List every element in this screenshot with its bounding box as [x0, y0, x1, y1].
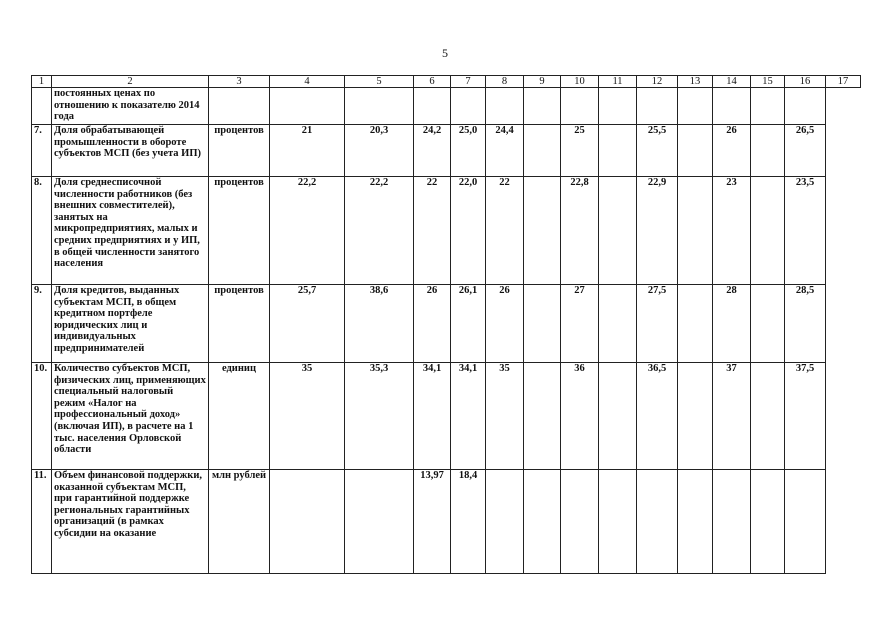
value-cell: 13,97 [414, 470, 451, 574]
column-number: 17 [826, 76, 861, 88]
value-cell [599, 88, 637, 125]
table-row [32, 88, 861, 125]
value-cell: 21 [270, 125, 345, 177]
value-cell: 37,5 [785, 363, 826, 470]
value-cell [270, 470, 345, 574]
unit-cell: процентов [209, 125, 270, 177]
column-number: 6 [414, 76, 451, 88]
row-number [32, 88, 52, 125]
page-number: 5 [442, 46, 448, 60]
value-cell [678, 177, 713, 285]
value-cell [751, 470, 785, 574]
indicator-name: Объем финансовой поддержки, оказанной субъектам МСП, при гарантийной поддержке региональных гарантийных организаций (в рамках субсидии на оказание [52, 470, 209, 574]
value-cell [599, 363, 637, 470]
value-cell: 26 [414, 285, 451, 363]
value-cell: 24,2 [414, 125, 451, 177]
value-cell [561, 470, 599, 574]
value-cell: 22,0 [451, 177, 486, 285]
value-cell [678, 363, 713, 470]
column-number: 1 [32, 76, 52, 88]
value-cell [270, 88, 345, 125]
value-cell: 24,4 [486, 125, 524, 177]
column-number: 4 [270, 76, 345, 88]
table-row [32, 177, 861, 285]
column-number: 9 [524, 76, 561, 88]
value-cell: 23 [713, 177, 751, 285]
value-cell: 25 [561, 125, 599, 177]
value-cell [678, 285, 713, 363]
value-cell [751, 363, 785, 470]
unit-cell [209, 88, 270, 125]
value-cell [785, 470, 826, 574]
column-number: 12 [637, 76, 678, 88]
table-row [32, 470, 861, 574]
value-cell: 28,5 [785, 285, 826, 363]
value-cell [599, 125, 637, 177]
value-cell [599, 177, 637, 285]
column-number: 10 [561, 76, 599, 88]
row-number: 8. [32, 177, 52, 285]
unit-cell: процентов [209, 177, 270, 285]
row-number: 10. [32, 363, 52, 470]
value-cell [345, 470, 414, 574]
value-cell: 25,5 [637, 125, 678, 177]
row-number: 7. [32, 125, 52, 177]
value-cell [524, 363, 561, 470]
row-number: 11. [32, 470, 52, 574]
indicator-name: Доля среднесписочной численности работников (без внешних совместителей), занятых на микропредприятиях, малых и средних предприятиях и у ИП, в общей численности занятого населения [52, 177, 209, 285]
value-cell [713, 470, 751, 574]
value-cell: 20,3 [345, 125, 414, 177]
column-number: 7 [451, 76, 486, 88]
value-cell [751, 125, 785, 177]
value-cell [524, 88, 561, 125]
indicator-name: Доля кредитов, выданных субъектам МСП, в общем кредитном портфеле юридических лиц и индивидуальных предпринимателей [52, 285, 209, 363]
value-cell [524, 285, 561, 363]
value-cell [637, 470, 678, 574]
column-number: 8 [486, 76, 524, 88]
row-number: 9. [32, 285, 52, 363]
value-cell [713, 88, 751, 125]
value-cell: 27,5 [637, 285, 678, 363]
unit-cell: млн рублей [209, 470, 270, 574]
value-cell [486, 88, 524, 125]
column-number-row [32, 76, 861, 88]
value-cell: 36,5 [637, 363, 678, 470]
value-cell [486, 470, 524, 574]
table-row [32, 363, 861, 470]
value-cell [637, 88, 678, 125]
value-cell: 22,9 [637, 177, 678, 285]
value-cell [599, 470, 637, 574]
table-row [32, 125, 861, 177]
column-number: 13 [678, 76, 713, 88]
value-cell: 22 [486, 177, 524, 285]
value-cell [524, 177, 561, 285]
value-cell: 23,5 [785, 177, 826, 285]
indicator-name: Доля обрабатывающей промышленности в обороте субъектов МСП (без учета ИП) [52, 125, 209, 177]
value-cell: 25,7 [270, 285, 345, 363]
value-cell [561, 88, 599, 125]
value-cell [751, 177, 785, 285]
value-cell: 22 [414, 177, 451, 285]
value-cell [345, 88, 414, 125]
value-cell: 28 [713, 285, 751, 363]
column-number: 2 [52, 76, 209, 88]
value-cell: 22,8 [561, 177, 599, 285]
unit-cell: единиц [209, 363, 270, 470]
value-cell: 22,2 [270, 177, 345, 285]
value-cell: 37 [713, 363, 751, 470]
value-cell [524, 470, 561, 574]
unit-cell: процентов [209, 285, 270, 363]
value-cell [678, 125, 713, 177]
value-cell: 25,0 [451, 125, 486, 177]
value-cell: 34,1 [451, 363, 486, 470]
indicator-name: Количество субъектов МСП, физических лиц, применяющих специальный налоговый режим «Налог на профессиональный доход» (включая ИП), в расчете на 1 тыс. населения Орловской области [52, 363, 209, 470]
indicator-name: постоянных ценах по отношению к показателю 2014 года [52, 88, 209, 125]
value-cell: 36 [561, 363, 599, 470]
value-cell: 35,3 [345, 363, 414, 470]
value-cell [599, 285, 637, 363]
value-cell [451, 88, 486, 125]
value-cell: 35 [486, 363, 524, 470]
value-cell: 38,6 [345, 285, 414, 363]
value-cell [751, 285, 785, 363]
table-row [32, 285, 861, 363]
value-cell [524, 125, 561, 177]
column-number: 15 [751, 76, 785, 88]
value-cell: 22,2 [345, 177, 414, 285]
column-number: 14 [713, 76, 751, 88]
value-cell: 26 [486, 285, 524, 363]
value-cell [678, 470, 713, 574]
value-cell: 35 [270, 363, 345, 470]
value-cell: 18,4 [451, 470, 486, 574]
column-number: 16 [785, 76, 826, 88]
value-cell: 26 [713, 125, 751, 177]
column-number: 11 [599, 76, 637, 88]
column-number: 5 [345, 76, 414, 88]
column-number: 3 [209, 76, 270, 88]
value-cell: 26,1 [451, 285, 486, 363]
value-cell [678, 88, 713, 125]
value-cell [785, 88, 826, 125]
value-cell [751, 88, 785, 125]
value-cell: 27 [561, 285, 599, 363]
value-cell: 26,5 [785, 125, 826, 177]
value-cell: 34,1 [414, 363, 451, 470]
value-cell [414, 88, 451, 125]
indicators-table [31, 75, 861, 574]
